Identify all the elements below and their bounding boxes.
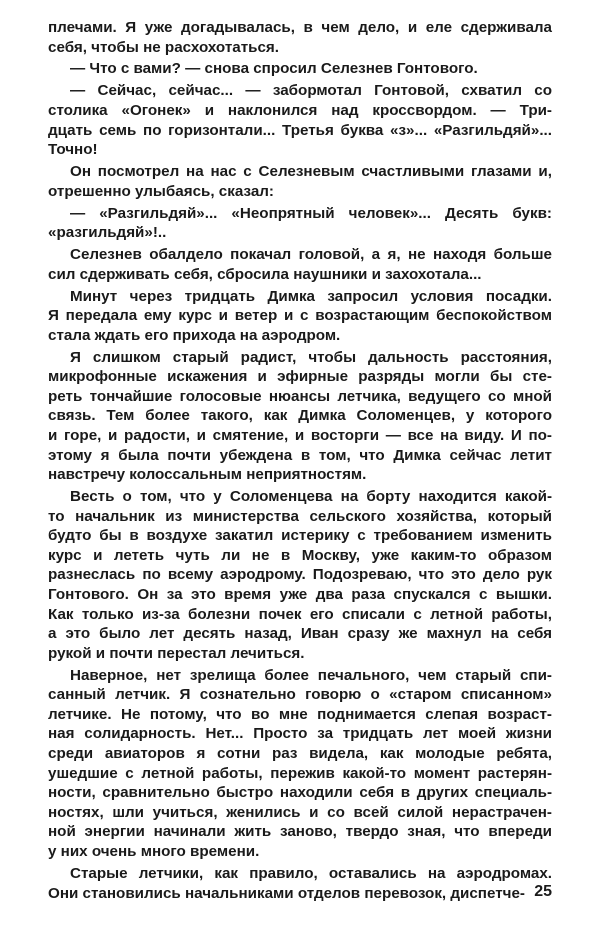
paragraph <box>48 666 552 862</box>
paragraph <box>48 59 552 79</box>
text-line: ностях, шли учиться, женились и со всей силой нерастрачен- <box>48 803 552 821</box>
text-line: столика «Огонек» и наклонился над кроссвордом. — Три- <box>48 101 552 119</box>
text-line: и горе, и радости, и смятение, и восторги — все на виду. И по- <box>48 426 552 444</box>
text-line: реть тончайшие голосовые нюансы летчика, ведущего со мной <box>48 387 552 405</box>
body-text <box>48 18 552 903</box>
text-line: — Сейчас, сейчас... — забормотал Гонтовой, схватил со <box>70 82 552 100</box>
paragraph <box>48 348 552 485</box>
text-line: у них очень много времени. <box>48 843 260 861</box>
text-line: курс и лететь чуть ли не в Москву, уже каким-то образом <box>48 546 552 564</box>
text-line: ушедшие с летной работы, пережив какой-то момент растерян- <box>48 764 552 782</box>
paragraph <box>48 18 552 57</box>
text-line: Точно! <box>48 141 98 159</box>
text-line: то начальник из министерства сельского хозяйства, который <box>48 507 552 525</box>
paragraph <box>48 245 552 284</box>
text-line: стала ждать его прихода на аэродром. <box>48 326 341 344</box>
text-line: сил сдерживать себя, сбросила наушники и захохотала... <box>48 265 482 283</box>
paragraph <box>48 287 552 346</box>
text-line: Старые летчики, как правило, оставались на аэродромах. <box>70 864 552 882</box>
text-line: отрешенно улыбаясь, сказал: <box>48 182 274 200</box>
text-line: санный летчик. Я сознательно говорю о «старом списанном» <box>48 686 552 704</box>
paragraph <box>48 864 552 903</box>
text-line: «разгильдяй»!.. <box>48 224 167 242</box>
text-line: разнеслась по всему аэродрому. Подозреваю, что это дело рук <box>48 566 552 584</box>
text-line: Они становились начальниками отделов перевозок, диспетче- <box>48 884 525 902</box>
text-line: себя, чтобы не расхохотаться. <box>48 38 280 56</box>
text-line: этому я была почти убеждена в том, что Димка сейчас летит <box>48 446 552 464</box>
text-line: а это было лет десять назад, Иван сразу же махнул на себя <box>48 625 552 643</box>
text-line: Весть о том, что у Соломенцева на борту находится какой- <box>70 488 552 506</box>
paragraph <box>48 81 552 159</box>
text-line: навстречу колоссальным неприятностям. <box>48 466 367 484</box>
text-line: Селезнев обалдело покачал головой, а я, не находя больше <box>70 246 552 264</box>
text-line: Гонтового. Он за это время уже два раза спускался с вышки. <box>48 586 552 603</box>
paragraph <box>48 204 552 243</box>
text-line: ной энергии начинали жить заново, твердо зная, что впереди <box>48 823 552 841</box>
text-line: Минут через тридцать Димка запросил условия посадки. <box>70 287 552 305</box>
text-line: — Что с вами? — снова спросил Селезнев Гонтового. <box>70 60 478 78</box>
text-line: Наверное, нет зрелища более печального, чем старый спи- <box>70 666 552 684</box>
page-number: 25 <box>534 883 552 900</box>
text-line: ная солидарность. Нет... Просто за тридцать лет моей жизни <box>48 725 552 743</box>
text-line: Я передала ему курс и ветер и с возрастающим беспокойством <box>48 307 552 325</box>
text-line: среди авиаторов я сотни раз видела, как молодые ребята, <box>48 745 552 763</box>
text-line: Как только из-за болезни почек его списали с летной работы, <box>48 605 552 623</box>
text-line: Он посмотрел на нас с Селезневым счастливыми глазами и, <box>70 163 552 181</box>
text-line: плечами. Я уже догадывалась, в чем дело, и еле сдерживала <box>48 19 552 36</box>
text-line: летчике. Не потому, что во мне поднимается слепая возраст- <box>48 705 552 723</box>
paragraph <box>48 162 552 201</box>
text-line: микрофонные искажения и эфирные разряды могли бы сте- <box>48 368 552 386</box>
text-line: ности, сравнительно быстро находили себя в других специаль- <box>48 784 552 802</box>
text-line: — «Разгильдяй»... «Неопрятный человек»... Десять букв: <box>70 204 552 222</box>
text-line: связь. Тем более такого, как Димка Соломенцев, у которого <box>48 407 552 425</box>
paragraph <box>48 487 552 663</box>
text-line: дцать семь по горизонтали... Третья буква «з»... «Разгильдяй»... <box>48 121 552 139</box>
text-line: Я слишком старый радист, чтобы дальность расстояния, <box>70 348 552 366</box>
text-line: будто бы в воздухе закатил истерику с требованием изменить <box>48 527 552 545</box>
text-line: рукой и почти перестал лечиться. <box>48 644 305 662</box>
